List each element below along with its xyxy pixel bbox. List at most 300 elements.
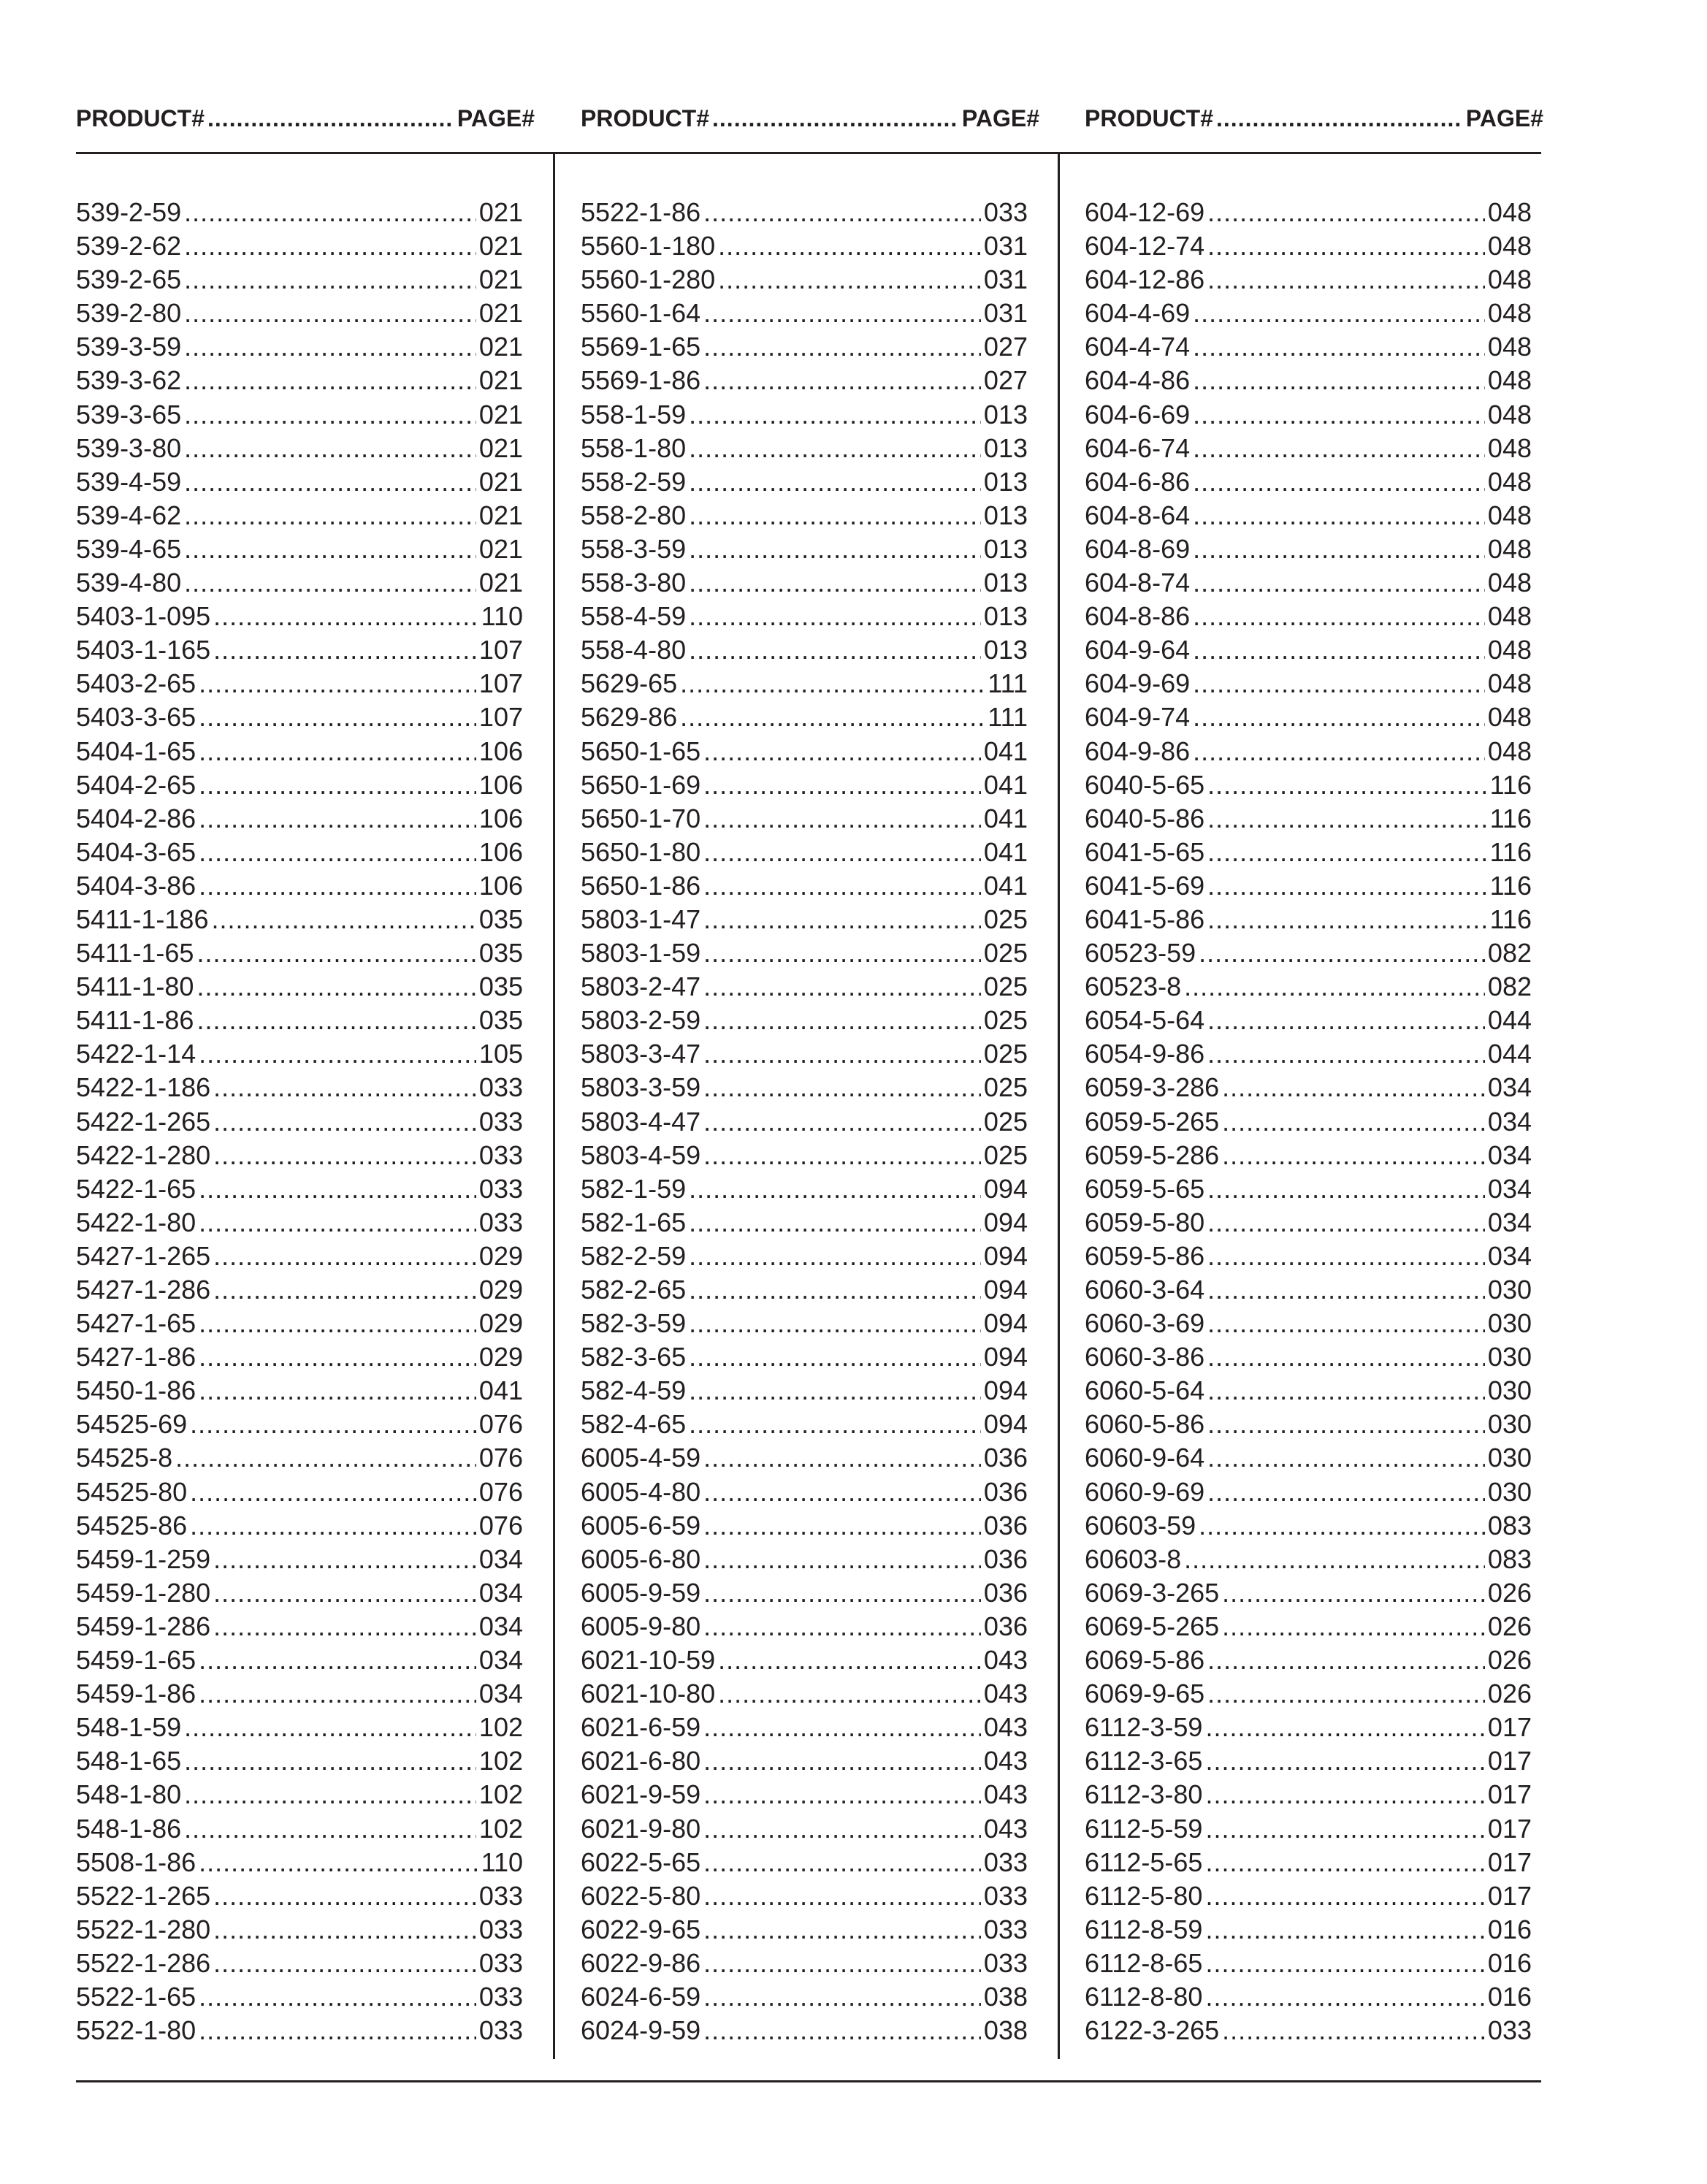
leader-dots — [184, 330, 476, 364]
page-number: 034 — [478, 1679, 523, 1709]
leader-dots — [718, 229, 981, 263]
page-number: 036 — [983, 1543, 1028, 1574]
index-entry — [76, 1980, 523, 2014]
page-number: 043 — [983, 1645, 1028, 1676]
page-number: 026 — [1487, 1645, 1532, 1676]
page-number: 035 — [478, 1005, 523, 1036]
page-number: 034 — [1487, 1106, 1532, 1137]
index-entry — [1085, 1240, 1532, 1273]
product-number: 604-6-86 — [1085, 466, 1191, 497]
index-entry — [1085, 633, 1532, 667]
page-number: 043 — [983, 1779, 1028, 1810]
page-number: 102 — [478, 1813, 523, 1844]
index-entry — [581, 229, 1028, 263]
product-number: 60523-8 — [1085, 971, 1182, 1002]
leader-dots — [689, 499, 981, 532]
index-entry — [76, 1677, 523, 1711]
index-entry — [1085, 1071, 1532, 1104]
leader-dots — [1207, 1475, 1485, 1509]
product-number: 604-9-86 — [1085, 736, 1191, 766]
page-number: 044 — [1487, 1005, 1532, 1036]
page-number: 033 — [478, 1072, 523, 1103]
product-number: 5569-1-65 — [581, 332, 701, 362]
product-number: 6005-9-80 — [581, 1611, 701, 1641]
index-entry — [76, 768, 523, 802]
product-number: 5629-86 — [581, 702, 678, 733]
index-entry — [581, 532, 1028, 566]
page-number: 034 — [1487, 1139, 1532, 1170]
page-number: 048 — [1487, 231, 1532, 261]
leader-dots — [703, 1879, 981, 1913]
index-entry — [581, 1980, 1028, 2014]
page-number: 034 — [1487, 1173, 1532, 1204]
product-number: 5508-1-86 — [76, 1847, 196, 1877]
leader-dots — [1207, 1206, 1485, 1240]
leader-dots — [703, 970, 981, 1004]
index-entry — [581, 1711, 1028, 1744]
product-number: 5427-1-86 — [76, 1342, 196, 1372]
index-entry — [581, 667, 1028, 700]
leader-dots — [703, 1105, 981, 1139]
leader-dots — [1205, 1744, 1484, 1778]
page-number: 102 — [478, 1746, 523, 1776]
page-number: 107 — [478, 668, 523, 699]
leader-dots — [199, 2014, 476, 2047]
page-number: 033 — [1487, 2015, 1532, 2046]
column-header — [1085, 101, 1543, 136]
product-number: 6021-9-59 — [581, 1779, 701, 1810]
index-entry — [1085, 229, 1532, 263]
product-number: 548-1-65 — [76, 1746, 182, 1776]
product-number: 6021-6-80 — [581, 1746, 701, 1776]
index-entry — [76, 229, 523, 263]
leader-dots — [1207, 1408, 1485, 1441]
page-number: 110 — [481, 601, 523, 632]
index-entry — [1085, 1576, 1532, 1610]
index-entry — [581, 1509, 1028, 1543]
leader-dots — [184, 432, 476, 465]
index-entry — [76, 1475, 523, 1509]
index-entry — [76, 869, 523, 903]
product-number: 6069-5-265 — [1085, 1611, 1220, 1641]
page-number: 116 — [1489, 803, 1532, 833]
product-header-label: PRODUCT# — [581, 105, 710, 131]
page-number: 076 — [478, 1409, 523, 1440]
leader-dots — [1207, 903, 1486, 936]
product-number: 6059-5-80 — [1085, 1207, 1205, 1237]
page-number: 030 — [1487, 1409, 1532, 1440]
index-entry — [1085, 735, 1532, 768]
product-number: 5404-1-65 — [76, 736, 196, 766]
index-entry — [76, 566, 523, 600]
product-number: 604-8-64 — [1085, 500, 1191, 530]
index-entry — [1085, 1846, 1532, 1879]
page-number: 017 — [1487, 1847, 1532, 1877]
leader-dots — [703, 1441, 981, 1475]
page-number: 033 — [478, 1106, 523, 1137]
leader-dots — [199, 1980, 476, 2014]
leader-dots — [199, 700, 476, 734]
index-entry — [1085, 802, 1532, 836]
leader-dots — [1193, 600, 1485, 633]
product-number: 539-2-62 — [76, 231, 182, 261]
product-number: 6005-4-80 — [581, 1476, 701, 1507]
leader-dots — [184, 566, 476, 600]
index-entry — [1085, 936, 1532, 970]
leader-dots — [196, 970, 476, 1004]
page-number: 021 — [478, 500, 523, 530]
page-number: 025 — [983, 971, 1028, 1002]
index-entry — [76, 735, 523, 768]
page-number: 082 — [1487, 971, 1532, 1002]
product-number: 604-6-69 — [1085, 399, 1191, 429]
leader-dots — [199, 667, 476, 700]
index-entry — [581, 1139, 1028, 1172]
product-number: 6041-5-65 — [1085, 836, 1205, 867]
index-entry — [76, 1340, 523, 1374]
product-number: 5803-3-47 — [581, 1039, 701, 1069]
leader-dots — [211, 903, 476, 936]
product-number: 604-8-86 — [1085, 601, 1191, 632]
page-number: 048 — [1487, 668, 1532, 699]
page-number: 106 — [478, 870, 523, 901]
index-entry — [581, 465, 1028, 499]
product-number: 539-3-59 — [76, 332, 182, 362]
page-number: 033 — [983, 1880, 1028, 1911]
leader-dots — [1184, 970, 1485, 1004]
leader-dots — [1193, 432, 1485, 465]
leader-dots — [703, 1509, 981, 1543]
page-number: 021 — [478, 568, 523, 598]
page-number: 111 — [988, 702, 1028, 733]
page-number: 034 — [1487, 1207, 1532, 1237]
leader-dots — [689, 1172, 981, 1206]
leader-dots — [703, 802, 981, 836]
product-number: 6024-6-59 — [581, 1981, 701, 2012]
product-number: 6040-5-86 — [1085, 803, 1205, 833]
index-entry — [76, 936, 523, 970]
index-entry — [1085, 700, 1532, 734]
leader-dots — [190, 1408, 476, 1441]
index-column-1 — [76, 101, 535, 2046]
page-number: 033 — [983, 1947, 1028, 1978]
product-number: 60603-59 — [1085, 1510, 1196, 1540]
index-entry — [581, 633, 1028, 667]
product-number: 582-2-65 — [581, 1275, 687, 1305]
product-number: 539-2-80 — [76, 298, 182, 329]
page-number: 031 — [983, 231, 1028, 261]
leader-dots — [703, 2014, 981, 2047]
header-rule — [76, 152, 1541, 154]
leader-dots — [703, 903, 981, 936]
page-number: 048 — [1487, 702, 1532, 733]
product-number: 6040-5-65 — [1085, 769, 1205, 800]
leader-dots — [703, 1744, 981, 1778]
index-entry — [1085, 566, 1532, 600]
page-number: 048 — [1487, 736, 1532, 766]
index-entry — [581, 836, 1028, 869]
leader-dots — [1193, 667, 1485, 700]
index-entry — [581, 903, 1028, 936]
product-number: 6060-9-64 — [1085, 1443, 1205, 1473]
page-number: 033 — [983, 1914, 1028, 1944]
index-entry — [581, 1441, 1028, 1475]
page-number: 029 — [478, 1308, 523, 1339]
leader-dots — [184, 1778, 476, 1811]
page-number: 043 — [983, 1712, 1028, 1743]
product-number: 6005-6-80 — [581, 1543, 701, 1574]
product-number: 54525-8 — [76, 1443, 173, 1473]
page-number: 034 — [478, 1611, 523, 1641]
page-number: 013 — [983, 432, 1028, 463]
leader-dots — [184, 465, 476, 499]
page-number: 021 — [478, 365, 523, 396]
leader-dots — [1205, 1879, 1484, 1913]
page-number: 033 — [983, 197, 1028, 227]
leader-dots — [703, 330, 981, 364]
product-number: 6005-9-59 — [581, 1577, 701, 1608]
leader-dots — [184, 532, 476, 566]
page-number: 107 — [478, 702, 523, 733]
product-number: 604-12-69 — [1085, 197, 1205, 227]
page-number: 043 — [983, 1679, 1028, 1709]
index-entry — [1085, 1172, 1532, 1206]
leader-dots — [199, 735, 476, 768]
index-entry — [76, 398, 523, 432]
leader-dots — [1207, 1172, 1485, 1206]
index-entry — [581, 1273, 1028, 1307]
product-number: 604-9-69 — [1085, 668, 1191, 699]
index-entry — [581, 1475, 1028, 1509]
page-number: 036 — [983, 1510, 1028, 1540]
product-header-label: PRODUCT# — [1085, 105, 1214, 131]
page-number: 013 — [983, 399, 1028, 429]
index-entry — [1085, 532, 1532, 566]
leader-dots — [1193, 465, 1485, 499]
leader-dots — [703, 1004, 981, 1037]
product-number: 6112-5-65 — [1085, 1847, 1203, 1877]
leader-dots — [1193, 398, 1485, 432]
product-number: 604-4-69 — [1085, 298, 1191, 329]
index-entry — [76, 1711, 523, 1744]
index-entry — [581, 1744, 1028, 1778]
leader-dots — [718, 1643, 981, 1677]
product-number: 6021-10-59 — [581, 1645, 716, 1676]
page-number: 016 — [1487, 1947, 1532, 1978]
product-number: 6059-5-86 — [1085, 1240, 1205, 1271]
page-number: 021 — [478, 197, 523, 227]
index-entry — [1085, 903, 1532, 936]
page-number: 013 — [983, 568, 1028, 598]
page-number: 026 — [1487, 1611, 1532, 1641]
index-entry — [581, 1846, 1028, 1879]
column-divider-1 — [553, 154, 555, 2059]
leader-dots — [175, 1441, 476, 1475]
product-header-label: PRODUCT# — [76, 105, 205, 131]
leader-dots — [1207, 836, 1486, 869]
leader-dots — [1207, 1677, 1485, 1711]
index-entry — [1085, 465, 1532, 499]
product-number: 5411-1-186 — [76, 904, 209, 934]
page-number: 041 — [983, 736, 1028, 766]
page-number: 027 — [983, 365, 1028, 396]
leader-dots — [703, 1576, 981, 1610]
leader-dots — [703, 869, 981, 903]
product-number: 6005-4-59 — [581, 1443, 701, 1473]
leader-dots — [689, 1340, 981, 1374]
page-number: 035 — [478, 971, 523, 1002]
index-entry — [581, 768, 1028, 802]
page-number: 025 — [983, 1039, 1028, 1069]
product-number: 6112-8-59 — [1085, 1914, 1203, 1944]
index-entry — [1085, 1913, 1532, 1947]
page-number: 035 — [478, 904, 523, 934]
page-number: 048 — [1487, 500, 1532, 530]
index-entry — [581, 1340, 1028, 1374]
product-number: 5427-1-286 — [76, 1275, 211, 1305]
leader-dots — [703, 1711, 981, 1744]
page-number: 094 — [983, 1173, 1028, 1204]
page-number: 094 — [983, 1275, 1028, 1305]
leader-dots — [213, 1610, 476, 1643]
leader-dots — [199, 1374, 476, 1408]
product-number: 558-1-80 — [581, 432, 687, 463]
page-number: 036 — [983, 1476, 1028, 1507]
leader-dots — [199, 836, 476, 869]
leader-dots — [184, 398, 476, 432]
page-number: 048 — [1487, 197, 1532, 227]
page-number: 033 — [983, 1847, 1028, 1877]
product-number: 558-4-59 — [581, 601, 687, 632]
page-number: 048 — [1487, 568, 1532, 598]
leader-dots — [184, 196, 476, 229]
index-entry — [581, 1240, 1028, 1273]
leader-dots — [689, 633, 981, 667]
leader-dots — [184, 499, 476, 532]
product-number: 548-1-59 — [76, 1712, 182, 1743]
product-number: 6054-9-86 — [1085, 1039, 1205, 1069]
product-number: 5629-65 — [581, 668, 678, 699]
product-number: 5803-3-59 — [581, 1072, 701, 1103]
page-header-label: PAGE# — [1465, 105, 1543, 131]
index-entry — [1085, 1273, 1532, 1307]
page-number: 048 — [1487, 332, 1532, 362]
index-entry — [76, 1879, 523, 1913]
product-number: 5411-1-65 — [76, 938, 194, 969]
product-number: 604-12-74 — [1085, 231, 1205, 261]
product-number: 539-3-62 — [76, 365, 182, 396]
page-number: 033 — [478, 1207, 523, 1237]
page-number: 034 — [478, 1543, 523, 1574]
page-number: 048 — [1487, 399, 1532, 429]
index-entry — [76, 1105, 523, 1139]
leader-dots — [1205, 1711, 1484, 1744]
index-entry — [76, 1240, 523, 1273]
leader-dots — [703, 297, 981, 330]
product-number: 539-4-59 — [76, 466, 182, 497]
index-entry — [76, 970, 523, 1004]
product-number: 582-1-59 — [581, 1173, 687, 1204]
product-number: 6021-6-59 — [581, 1712, 701, 1743]
product-number: 5422-1-14 — [76, 1039, 196, 1069]
leader-dots — [199, 1307, 476, 1340]
product-number: 6060-3-86 — [1085, 1342, 1205, 1372]
index-entry — [1085, 1980, 1532, 2014]
page-number: 029 — [478, 1275, 523, 1305]
page-number: 017 — [1487, 1779, 1532, 1810]
page-number: 094 — [983, 1207, 1028, 1237]
index-entry — [76, 1273, 523, 1307]
product-number: 5422-1-280 — [76, 1139, 211, 1170]
leader-dots — [213, 1913, 476, 1947]
leader-dots — [689, 1307, 981, 1340]
index-entry — [581, 1543, 1028, 1576]
index-entry — [1085, 1812, 1532, 1846]
product-number: 5459-1-86 — [76, 1679, 196, 1709]
page-number: 021 — [478, 332, 523, 362]
index-entry — [76, 1610, 523, 1643]
product-number: 5403-3-65 — [76, 702, 196, 733]
leader-dots — [689, 465, 981, 499]
index-entry — [76, 1643, 523, 1677]
page-number: 017 — [1487, 1813, 1532, 1844]
page-number: 105 — [478, 1039, 523, 1069]
leader-dots — [1193, 499, 1485, 532]
page-number: 094 — [983, 1308, 1028, 1339]
index-entry — [1085, 330, 1532, 364]
product-number: 539-3-80 — [76, 432, 182, 463]
index-entry — [581, 297, 1028, 330]
product-number: 60603-8 — [1085, 1543, 1182, 1574]
leader-dots — [703, 1610, 981, 1643]
index-entry — [1085, 1408, 1532, 1441]
index-entry — [1085, 667, 1532, 700]
product-number: 6054-5-64 — [1085, 1005, 1205, 1036]
page-number: 033 — [478, 2015, 523, 2046]
product-number: 5403-1-095 — [76, 601, 211, 632]
index-entry — [1085, 1004, 1532, 1037]
product-number: 6122-3-265 — [1085, 2015, 1220, 2046]
leader-dots — [213, 1543, 476, 1576]
index-entry — [1085, 1374, 1532, 1408]
leader-dots — [703, 364, 981, 397]
product-number: 6112-8-65 — [1085, 1947, 1203, 1978]
index-entry — [1085, 1711, 1532, 1744]
leader-dots — [703, 1947, 981, 1980]
page-number: 013 — [983, 533, 1028, 564]
leader-dots — [199, 1172, 476, 1206]
product-number: 6041-5-69 — [1085, 870, 1205, 901]
leader-dots — [1207, 1004, 1485, 1037]
index-entry — [1085, 1778, 1532, 1811]
leader-dots — [703, 936, 981, 970]
index-entry — [1085, 970, 1532, 1004]
page-number: 025 — [983, 1139, 1028, 1170]
page-number: 033 — [478, 1981, 523, 2012]
product-number: 5803-4-59 — [581, 1139, 701, 1170]
page-number: 106 — [478, 803, 523, 833]
page-number: 017 — [1487, 1712, 1532, 1743]
leader-dots — [1207, 1374, 1485, 1408]
index-entry — [1085, 2014, 1532, 2047]
page-number: 041 — [478, 1375, 523, 1406]
leader-dots — [703, 1037, 981, 1071]
index-entry — [76, 802, 523, 836]
page-number: 048 — [1487, 264, 1532, 295]
leader-dots — [1205, 1778, 1484, 1811]
index-entry — [76, 1576, 523, 1610]
leader-dots — [1205, 1980, 1484, 2014]
